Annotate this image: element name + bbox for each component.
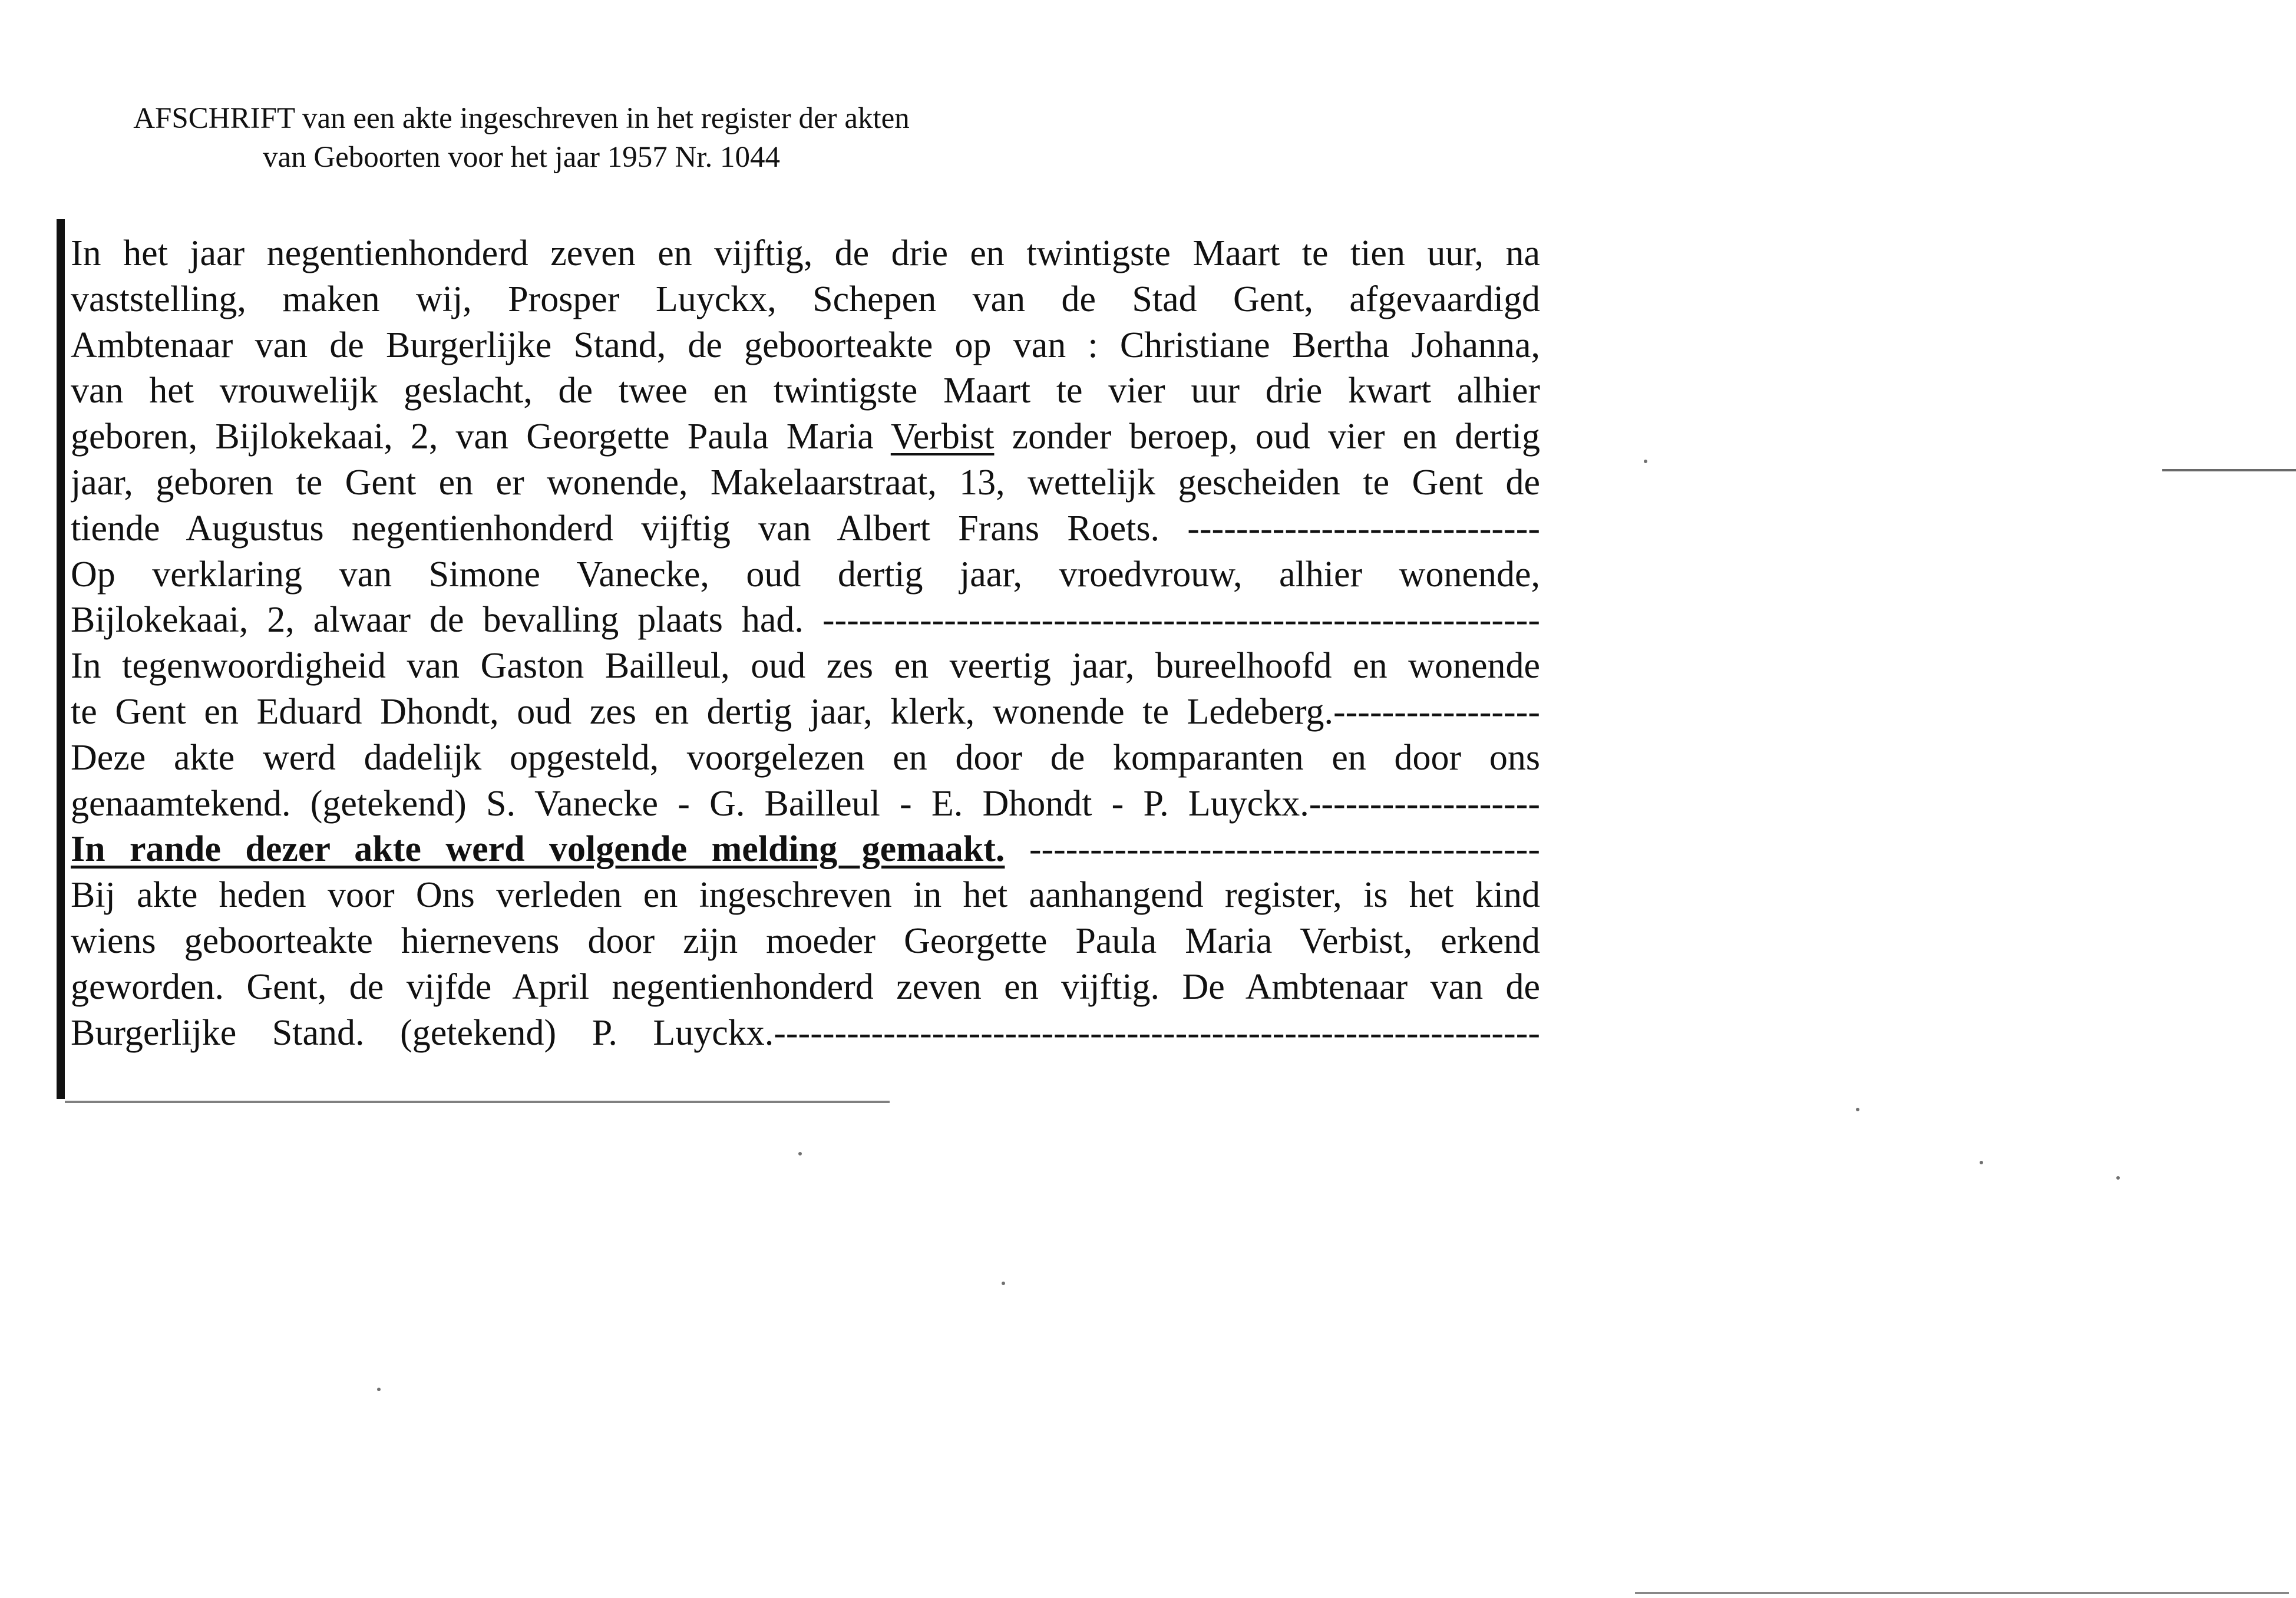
act-text-segment: te Gent en Eduard Dhondt, oud zes en dertig jaar, klerk, wonende te Ledeberg. bbox=[71, 691, 1333, 732]
dash-filler: ----------------------------- bbox=[1187, 508, 1540, 549]
dash-filler: ----------------- bbox=[1333, 691, 1540, 732]
act-line bbox=[71, 781, 1540, 827]
act-line: geworden. Gent, de vijfde April negentienhonderd zeven en vijftig. De Ambtenaar van de bbox=[71, 966, 1540, 1007]
act-line: van het vrouwelijk geslacht, de twee en twintigste Maart te vier uur drie kwart alhier bbox=[71, 371, 1540, 411]
underlined-surname: Verbist bbox=[890, 417, 995, 457]
act-text-segment: zonder beroep, oud vier en dertig bbox=[994, 417, 1540, 457]
act-text-segment: Bijlokekaai, 2, alwaar de bevalling plaats had. bbox=[71, 600, 822, 640]
act-line: Ambtenaar van de Burgerlijke Stand, de geboorteakte op van : Christiane Bertha Johanna, bbox=[71, 325, 1540, 365]
act-line bbox=[71, 827, 1540, 873]
act-text bbox=[71, 231, 1540, 1056]
act-line bbox=[71, 597, 1540, 643]
document-header bbox=[97, 99, 946, 177]
act-line: vaststelling, maken wij, Prosper Luyckx, Schepen van de Stad Gent, afgevaardigd bbox=[71, 279, 1540, 319]
act-line bbox=[71, 414, 1540, 460]
dash-filler: ------------------- bbox=[1309, 783, 1540, 824]
header-line-2: van Geboorten voor het jaar 1957 Nr. 1044 bbox=[262, 141, 781, 174]
scan-speck bbox=[798, 1152, 802, 1155]
act-line: jaar, geboren te Gent en er wonende, Makelaarstraat, 13, wettelijk gescheiden te Gent de bbox=[71, 462, 1540, 503]
scan-rule-bottom-right bbox=[1635, 1592, 2289, 1594]
act-line: Deze akte werd dadelijk opgesteld, voorgelezen en door de komparanten en door ons bbox=[71, 737, 1540, 778]
dash-filler: --------------------------------------------------------------- bbox=[774, 1012, 1540, 1053]
act-line: Bij akte heden voor Ons verleden en ingeschreven in het aanhangend register, is het kind bbox=[71, 875, 1540, 916]
act-line bbox=[71, 1011, 1540, 1056]
act-text-segment: tiende Augustus negentienhonderd vijftig van Albert Frans Roets. bbox=[71, 508, 1188, 549]
scan-speck bbox=[2116, 1176, 2120, 1180]
dash-filler: ----------------------------------------------------------- bbox=[822, 600, 1540, 640]
act-text-segment: genaamtekend. (getekend) S. Vanecke - G. Bailleul - E. Dhondt - P. Luyckx. bbox=[71, 783, 1309, 824]
act-line bbox=[71, 689, 1540, 735]
act-line: wiens geboorteakte hiernevens door zijn moeder Georgette Paula Maria Verbist, erkend bbox=[71, 920, 1540, 961]
scan-speck bbox=[1002, 1282, 1005, 1285]
scan-speck bbox=[1980, 1161, 1983, 1164]
scan-speck bbox=[1644, 460, 1647, 463]
act-line: In tegenwoordigheid van Gaston Bailleul, oud zes en veertig jaar, bureelhoofd en wonende bbox=[71, 646, 1540, 686]
left-margin-bar bbox=[57, 219, 65, 1099]
header-line-1: AFSCHRIFT van een akte ingeschreven in het register der akten bbox=[133, 102, 910, 135]
dash-filler: ------------------------------------------ bbox=[1005, 829, 1540, 870]
act-line bbox=[71, 506, 1540, 552]
act-line: In het jaar negentienhonderd zeven en vijftig, de drie en twintigste Maart te tien uur, na bbox=[71, 233, 1540, 273]
scan-rule-right bbox=[2162, 469, 2296, 471]
act-line: Op verklaring van Simone Vanecke, oud dertig jaar, vroedvrouw, alhier wonende, bbox=[71, 554, 1540, 595]
act-text-segment: geboren, Bijlokekaai, 2, van Georgette Paula Maria bbox=[71, 417, 891, 457]
scan-speck bbox=[1856, 1108, 1859, 1111]
scan-rule-bottom-left bbox=[65, 1101, 890, 1103]
marginal-note-heading: In rande dezer akte werd volgende melding gemaakt. bbox=[71, 829, 1005, 870]
act-text-segment: Burgerlijke Stand. (getekend) P. Luyckx. bbox=[71, 1012, 774, 1053]
scan-speck bbox=[377, 1388, 381, 1391]
